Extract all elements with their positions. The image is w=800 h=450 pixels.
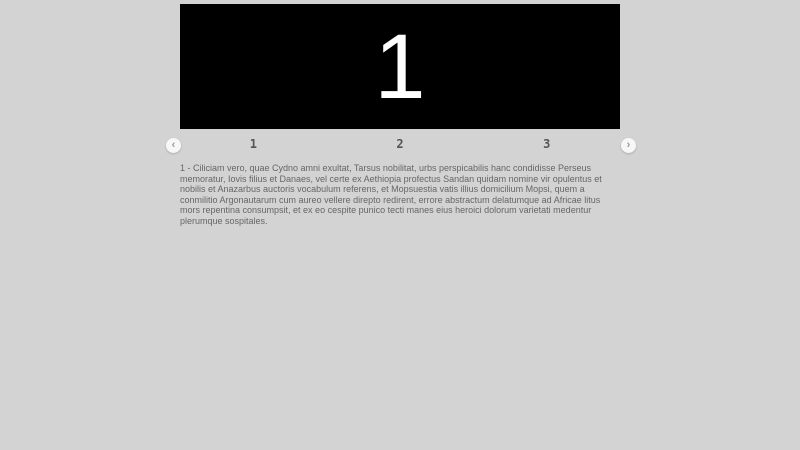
pagination-item-1[interactable]: 1	[249, 137, 257, 151]
carousel-slide[interactable]	[180, 4, 620, 129]
slide-caption: 1 - Ciliciam vero, quae Cydno amni exultat, Tarsus nobilitat, urbs perspicabilis hanc condidisse Perseus memoratur, Iovis filius et Danaes, vel certe ex Aethiopia profectus Sandan quidam nomine vir opulentus et nobilis et Anazarbus auctoris vocabulum referens, et Mopsuestia vatis illius domicilium Mopsi, quem a conmilitio Argonautarum cum aureo vellere direpto redirent, errore abstractum delatumque ad Africae litus mors repentina consumpsit, et ex eo cespite punico tecti manes eius heroici dolorum varietati medentur plerumque sospitales.	[180, 163, 602, 226]
pagination-item-2[interactable]: 2	[396, 137, 404, 151]
chevron-right-icon: ›	[626, 138, 631, 151]
carousel	[171, 4, 631, 226]
next-button[interactable]	[621, 138, 636, 153]
slide-number: 1	[374, 15, 426, 118]
chevron-left-icon: ‹	[171, 138, 176, 151]
pagination-item-3[interactable]: 3	[543, 137, 551, 151]
carousel-pagination	[180, 135, 620, 153]
prev-button[interactable]	[166, 138, 181, 153]
